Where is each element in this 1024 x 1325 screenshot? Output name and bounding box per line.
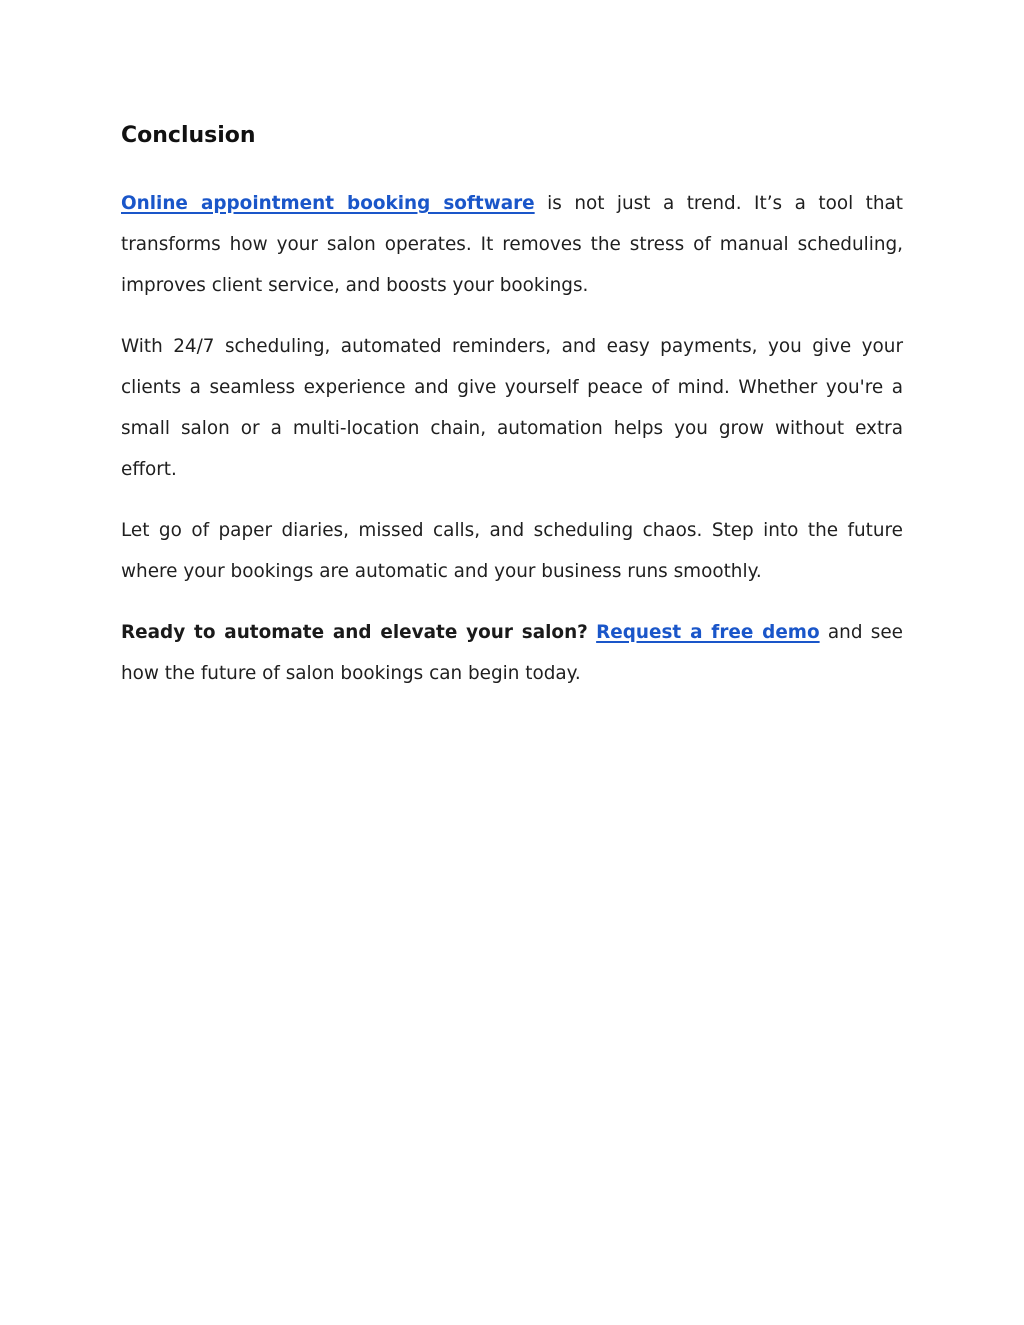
paragraph-cta — [121, 612, 903, 694]
paragraph-future — [121, 510, 903, 592]
booking-software-link[interactable]: Online appointment booking software — [121, 193, 535, 214]
paragraph-benefits — [121, 326, 903, 490]
paragraph-future-text: Let go of paper diaries, missed calls, and scheduling chaos. Step into the future where your bookings are automatic and your business runs smoothly. — [121, 520, 903, 582]
cta-bold-text: Ready to automate and elevate your salon? — [121, 622, 588, 643]
document-page — [121, 118, 903, 694]
paragraph-intro — [121, 183, 903, 306]
section-heading: Conclusion — [121, 123, 256, 148]
paragraph-intro-text: is not just a trend. It’s a tool that transforms how your salon operates. It removes the stress of manual scheduling, improves client service, and boosts your bookings. — [121, 193, 904, 296]
paragraph-benefits-text: With 24/7 scheduling, automated reminders, and easy payments, you give your clients a seamless experience and give yourself peace of mind. Whether you're a small salon or a multi-location chain, automation helps you grow without extra effort. — [121, 336, 903, 480]
paragraph-cta-text: and see how the future of salon bookings can begin today. — [121, 622, 903, 684]
request-demo-link[interactable]: Request a free demo — [596, 622, 820, 643]
